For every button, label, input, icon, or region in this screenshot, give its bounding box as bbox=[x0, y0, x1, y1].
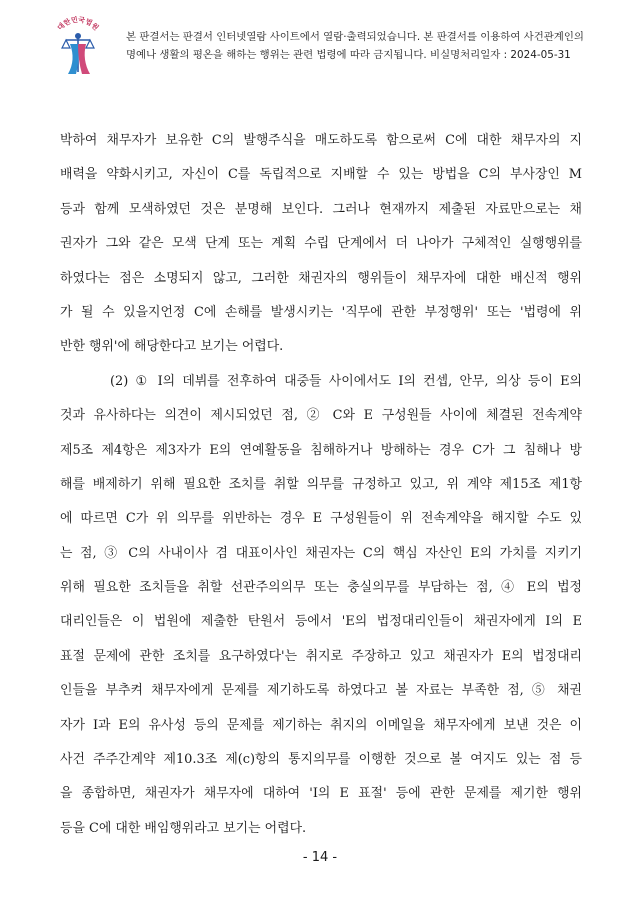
body-line: 표절 문제에 관한 조치를 요구하였다'는 취지로 주장하고 있고 채권자가 E의 법정대리 bbox=[60, 648, 582, 664]
page-header bbox=[8, 10, 632, 80]
copyright-notice bbox=[126, 28, 626, 64]
body-line: 대리인들은 이 법원에 제출한 탄원서 등에서 'E의 법정대리인들이 채권자에게 I의 E bbox=[60, 614, 582, 630]
body-line: 등을 C에 대한 배임행위라고 보기는 어렵다. bbox=[60, 820, 307, 836]
seal-lettering: 대한민국법원 bbox=[56, 15, 100, 33]
body-line: 하였다는 점은 소명되지 않고, 그러한 채권자의 행위들이 채무자에 대한 배신적 행위 bbox=[60, 270, 582, 286]
body-line: 인들을 부추켜 채무자에게 문제를 제기하도록 하였다고 볼 자료는 부족한 점, ⑤ 채권 bbox=[60, 683, 582, 699]
body-line: 위해 필요한 조치들을 취할 선관주의의무 또는 충실의무를 부담하는 점, ④ E의 법정 bbox=[60, 580, 582, 596]
body-line: (2) ① I의 데뷔를 전후하여 대중들 사이에서도 I의 컨셉, 안무, 의상 등이 E의 bbox=[110, 373, 582, 389]
body-line: 사건 주주간계약 제10.3조 제(c)항의 통지의무를 이행한 것으로 볼 여지도 있는 점 등 bbox=[60, 752, 582, 768]
body-line: 박하여 채무자가 보유한 C의 발행주식을 매도하도록 함으로써 C에 대한 채무자의 지 bbox=[60, 133, 582, 148]
svg-text:대한민국법원 bbox=[55, 15, 101, 32]
body-line: 는 점, ③ C의 사내이사 겸 대표이사인 채권자는 C의 핵심 자산인 E의 가치를 지키기 bbox=[60, 545, 582, 561]
body-line: 배력을 약화시키고, 자신이 C를 독립적으로 지배할 수 있는 방법을 C의 부사장인 M bbox=[60, 167, 582, 183]
body-line: 가 될 수 있을지언정 C에 손해를 발생시키는 '직무에 관한 부정행위' 또는 '법령에 위 bbox=[60, 304, 582, 320]
body-line: 반한 행위'에 해당한다고 보기는 어렵다. bbox=[60, 339, 284, 355]
page-number: - 14 - bbox=[302, 850, 338, 865]
body-line: 을 종합하면, 채권자가 채무자에 대하여 'I의 E 표절' 등에 관한 문제를 제기한 행위 bbox=[60, 786, 582, 802]
body-line: 해를 배제하기 위해 필요한 조치를 취할 의무를 규정하고 있고, 위 계약 제15조 제1항 bbox=[60, 476, 582, 492]
body-line: 등과 함께 모색하였던 것은 분명해 보인다. 그러나 현재까지 제출된 자료만으로는 채 bbox=[60, 201, 582, 217]
judgment-body bbox=[60, 124, 582, 846]
notice-line: 본 판결서는 판결서 인터넷열람 사이트에서 열람·출력되었습니다. 본 판결서를 이용하여 사건관계인의 bbox=[126, 31, 584, 43]
body-line: 에 따르면 C가 위 의무를 위반하는 경우 E 구성원들이 위 전속계약을 해지할 수도 있 bbox=[60, 511, 582, 527]
notice-line: 명예나 생활의 평온을 해하는 행위는 관련 법령에 따라 금지됩니다. 비실명처리일자 : 2024-05-31 bbox=[126, 49, 571, 61]
body-line: 자가 I과 E의 유사성 등의 문제를 제기하는 취지의 이메일을 채무자에게 보낸 것은 이 bbox=[60, 717, 582, 733]
body-line: 것과 유사하다는 의견이 제시되었던 점, ② C와 E 구성원들 사이에 체결된 전속계약 bbox=[60, 408, 582, 424]
body-line: 권자가 그와 같은 모색 단계 또는 계획 수립 단계에서 더 나아가 구체적인 실행행위를 bbox=[60, 236, 582, 252]
body-line: 제5조 제4항은 제3자가 E의 연예활동을 침해하거나 방해하는 경우 C가 그 침해나 방 bbox=[60, 442, 582, 458]
court-seal-logo bbox=[46, 14, 110, 78]
